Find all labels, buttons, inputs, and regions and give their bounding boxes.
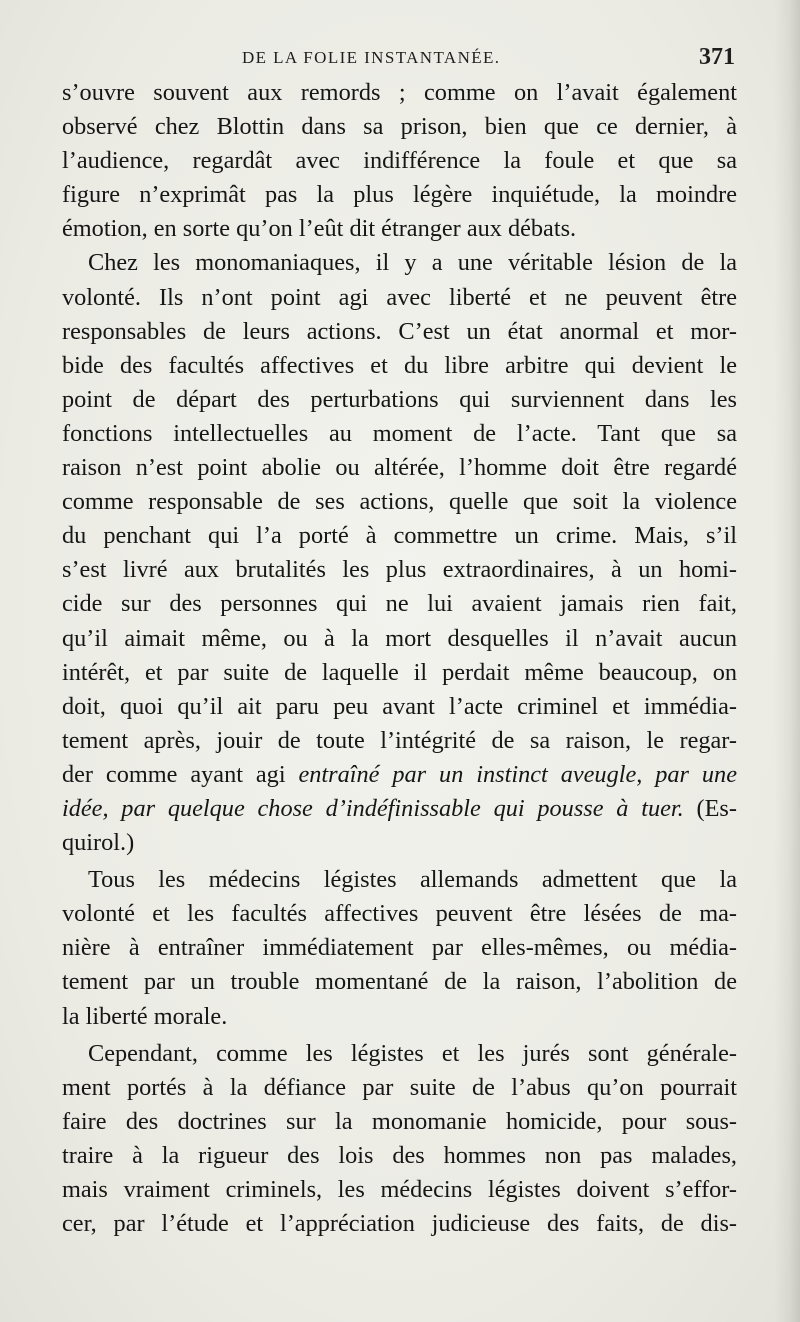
text-line: observé chez Blottin dans sa prison, bien que ce dernier, à	[62, 113, 737, 141]
text-line: quirol.)	[62, 829, 135, 857]
text-line: Cependant, comme les légistes et les jurés sont générale-	[88, 1039, 737, 1067]
text-line: fonctions intellectuelles au moment de l’acte. Tant que sa	[62, 419, 737, 447]
text-line: cide sur des personnes qui ne lui avaient jamais rien fait,	[62, 590, 737, 618]
text-line: responsables de leurs actions. C’est un état anormal et mor-	[62, 317, 737, 345]
text-line: la liberté morale.	[62, 1002, 228, 1030]
running-head: DE LA FOLIE INSTANTANÉE.	[242, 48, 501, 67]
text-line	[62, 758, 737, 792]
binding-shadow	[774, 0, 800, 1322]
text-line: cer, par l’étude et l’appréciation judicieuse des faits, de dis-	[62, 1210, 737, 1238]
body-text	[62, 76, 737, 1241]
text-run: (Es-	[683, 794, 737, 822]
page-header	[62, 44, 737, 74]
text-line: tement après, jouir de toute l’intégrité de sa raison, le regar-	[62, 726, 737, 754]
text-line: bide des facultés affectives et du libre arbitre qui devient le	[62, 351, 737, 379]
italic-quote: idée, par quelque chose d’indéfinissable qui pousse à tuer.	[62, 794, 684, 822]
text-line: émotion, en sorte qu’on l’eût dit étranger aux débats.	[62, 215, 577, 243]
text-line: qu’il aimait même, ou à la mort desquelles il n’avait aucun	[62, 624, 737, 652]
text-line: l’audience, regardât avec indifférence la foule et que sa	[62, 147, 737, 175]
text-line: tement par un trouble momentané de la raison, l’abolition de	[62, 968, 737, 996]
text-line: faire des doctrines sur la monomanie homicide, pour sous-	[62, 1107, 737, 1135]
text-line: s’est livré aux brutalités les plus extraordinaires, à un homi-	[62, 556, 737, 584]
text-line: doit, quoi qu’il ait paru peu avant l’acte criminel et immédia-	[62, 692, 737, 720]
page-number: 371	[699, 44, 735, 70]
text-line: volonté. Ils n’ont point agi avec liberté et ne peuvent être	[62, 283, 737, 311]
text-line: Tous les médecins légistes allemands admettent que la	[88, 866, 737, 894]
italic-quote: entraîné par un instinct aveugle, par une	[298, 760, 737, 788]
text-line	[62, 792, 737, 826]
text-line: ment portés à la défiance par suite de l’abus qu’on pourrait	[62, 1073, 737, 1101]
text-line: traire à la rigueur des lois des hommes non pas malades,	[62, 1141, 737, 1169]
text-line: mais vraiment criminels, les médecins légistes doivent s’effor-	[62, 1176, 737, 1203]
text-run: der comme ayant agi	[62, 760, 299, 788]
text-line: nière à entraîner immédiatement par elles-mêmes, ou média-	[62, 934, 737, 962]
text-line: s’ouvre souvent aux remords ; comme on l’avait également	[62, 79, 737, 106]
text-line: intérêt, et par suite de laquelle il perdait même beaucoup, on	[62, 658, 737, 686]
text-line: point de départ des perturbations qui surviennent dans les	[62, 385, 737, 413]
text-line: figure n’exprimât pas la plus légère inquiétude, la moindre	[62, 181, 737, 209]
text-line: Chez les monomaniaques, il y a une véritable lésion de la	[88, 249, 737, 277]
text-line: comme responsable de ses actions, quelle que soit la violence	[62, 488, 737, 516]
text-line: du penchant qui l’a porté à commettre un crime. Mais, s’il	[62, 522, 737, 550]
text-line: raison n’est point abolie ou altérée, l’homme doit être regardé	[62, 454, 737, 482]
text-line: volonté et les facultés affectives peuvent être lésées de ma-	[62, 900, 737, 928]
